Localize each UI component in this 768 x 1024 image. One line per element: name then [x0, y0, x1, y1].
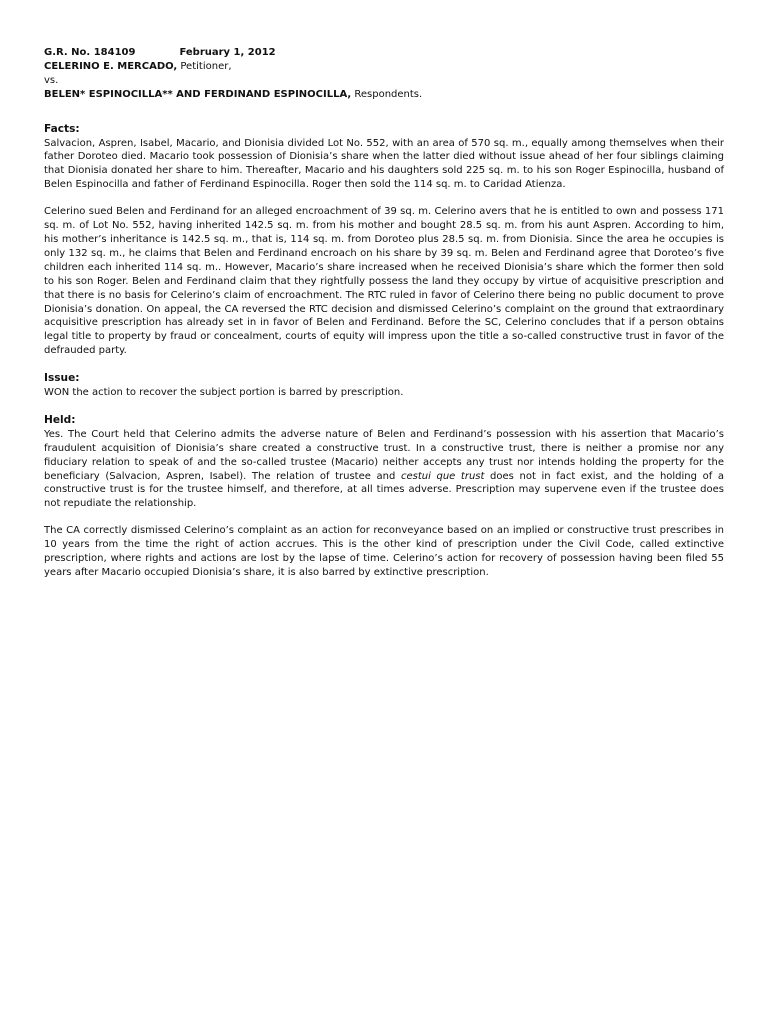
held-paragraph-1-start: Yes. The Court held that Celerino admits the adverse nature of Belen and Ferdinand’s possession with his assertion that Macario’s fraudulent acquisition of Dionisia’s share created a constructive trust. In a constructive trust, there is neither a promise nor any fiduciary relation to speak of and the so-called trustee (Macario) neither accepts any trust nor intends holding the property for the beneficiary (Salvacion, Aspren, Isabel). The relation of trustee and — [44, 428, 724, 482]
issue-paragraph: WON the action to recover the subject portion is barred by prescription. — [44, 387, 404, 399]
facts-heading: Facts: — [44, 122, 80, 135]
petitioner-line — [44, 60, 724, 74]
respondents-line — [44, 88, 724, 102]
facts-paragraph-2: Celerino sued Belen and Ferdinand for an alleged encroachment of 39 sq. m. Celerino avers that he is entitled to own and possess 171 sq. m. of Lot No. 552, having inherited 142.5 sq. m. from his mother and bought 28.5 sq. m. from his aunt Aspren. According to him, his mother’s inheritance is 142.5 sq. m., that is, 114 sq. m. from Doroteo plus 28.5 sq. m. from Dionisia. Since the area he occupies is only 132 sq. m., he claims that Belen and Ferdinand encroach on his share by 39 sq. m. Belen and Ferdinand agree that Doroteo’s five children each inherited 114 sq. m.. However, Macario’s share increased when he received Dionisia’s share which the former then sold to his son Roger. Belen and Ferdinand claim that they rightfully possess the land they occupy by virtue of acquisitive prescription and that there is no basis for Celerino’s claim of encroachment. The RTC ruled in favor of Celerino there being no public document to prove Dionisia’s donation. On appeal, the CA reversed the RTC decision and dismissed Celerino’s complaint on the ground that extraordinary acquisitive prescription has already set in in favor of Belen and Ferdinand. Before the SC, Celerino concludes that if a person obtains legal title to property by fraud or concealment, courts of equity will impress upon the title a so-called constructive trust in favor of the defrauded party. — [44, 206, 724, 357]
facts-paragraph-1: Salvacion, Aspren, Isabel, Macario, and Dionisia divided Lot No. 552, with an area of 570 sq. m., equally among themselves when their father Doroteo died. Macario took possession of Dionisia’s share when the latter died without issue ahead of her four siblings claiming that Dionisia donated her share to him. Thereafter, Macario and his daughters sold 225 sq. m. to his son Roger Espinocilla, husband of Belen Espinocilla and father of Ferdinand Espinocilla. Roger then sold the 114 sq. m. to Caridad Atienza. — [44, 137, 724, 191]
gr-number: G.R. No. 184109 — [44, 47, 136, 58]
case-number-line — [44, 46, 724, 60]
facts-section — [44, 123, 724, 359]
held-paragraph-2: The CA correctly dismissed Celerino’s complaint as an action for reconveyance based on an implied or constructive trust prescribes in 10 years from the time the right of action accrues. This is the other kind of prescription under the Civil Code, called extinctive prescription, where rights and actions are lost by the lapse of time. Celerino’s action for recovery of possession having been filed 55 years after Macario occupied Dionisia’s share, it is also barred by extinctive prescription. — [44, 525, 724, 578]
decision-date: February 1, 2012 — [179, 47, 276, 58]
issue-heading: Issue: — [44, 372, 80, 385]
issue-section — [44, 372, 724, 400]
held-paragraph-1 — [44, 428, 724, 511]
petitioner-name: CELERINO E. MERCADO, — [44, 60, 178, 72]
held-paragraph-1-end: does not in fact exist, and the holding of a constructive trust is for the trustee himself, and therefore, at all times adverse. Prescription may supervene even if the trustee does not repudiate the relationship. — [44, 470, 724, 510]
case-caption — [44, 46, 724, 102]
versus-line: vs. — [44, 74, 59, 86]
held-heading: Held: — [44, 413, 76, 426]
held-italic-phrase: cestui que trust — [400, 470, 485, 482]
held-section — [44, 414, 724, 580]
petitioner-role: Petitioner, — [177, 60, 232, 72]
document-page — [44, 46, 724, 580]
respondents-role: Respondents. — [351, 88, 423, 100]
respondents-names: BELEN* ESPINOCILLA** AND FERDINAND ESPINOCILLA, — [44, 88, 352, 100]
